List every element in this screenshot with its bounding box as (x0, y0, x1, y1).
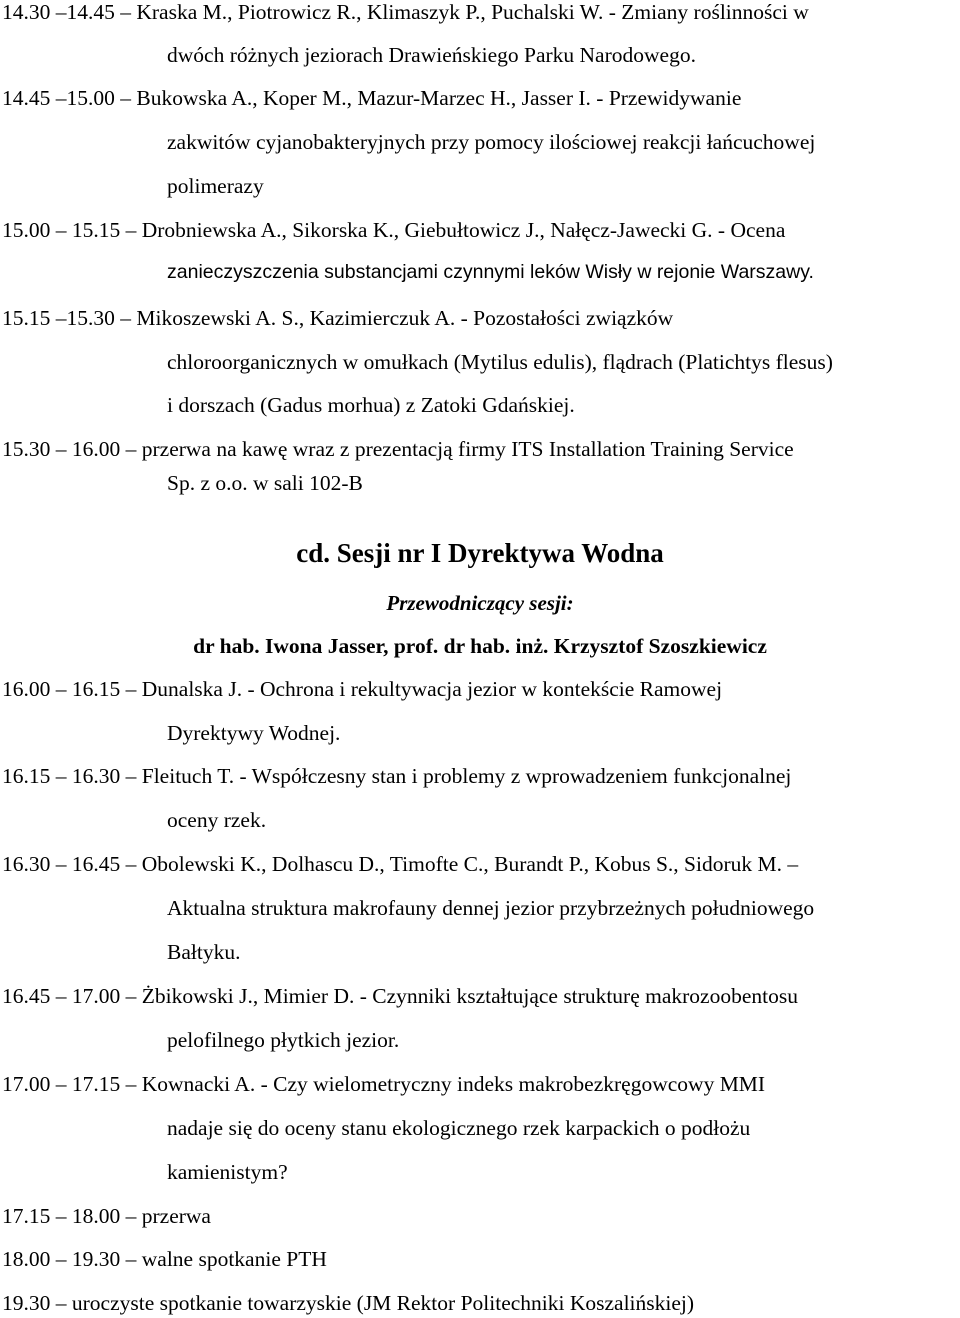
schedule-line: Dyrektywy Wodnej. (167, 721, 341, 745)
schedule-line: 18.00 – 19.30 – walne spotkanie PTH (2, 1247, 327, 1271)
session-chairs: dr hab. Iwona Jasser, prof. dr hab. inż. Krzysztof Szoszkiewicz (193, 634, 767, 658)
schedule-line: 15.00 – 15.15 – Drobniewska A., Sikorska K., Giebułtowicz J., Nałęcz-Jawecki G. - Ocena (2, 218, 786, 242)
schedule-line: 16.45 – 17.00 – Żbikowski J., Mimier D. - Czynniki kształtujące strukturę makrozoobentosu (2, 984, 798, 1008)
schedule-line: 16.00 – 16.15 – Dunalska J. - Ochrona i rekultywacja jezior w kontekście Ramowej (2, 677, 723, 701)
schedule-line: chloroorganicznych w omułkach (Mytilus edulis), flądrach (Platichtys flesus) (167, 350, 833, 374)
schedule-line: polimerazy (167, 174, 264, 198)
schedule-line: pelofilnego płytkich jezior. (167, 1028, 400, 1052)
schedule-line: 16.30 – 16.45 – Obolewski K., Dolhascu D., Timofte C., Burandt P., Kobus S., Sidoruk M. – (2, 852, 799, 876)
schedule-line: 15.30 – 16.00 – przerwa na kawę wraz z prezentacją firmy ITS Installation Training Service (2, 437, 794, 461)
schedule-line: zanieczyszczenia substancjami czynnymi leków Wisły w rejonie Warszawy. (167, 261, 814, 283)
schedule-line: 17.15 – 18.00 – przerwa (2, 1204, 211, 1228)
schedule-line: zakwitów cyjanobakteryjnych przy pomocy ilościowej reakcji łańcuchowej (167, 130, 816, 154)
schedule-line: 14.30 –14.45 – Kraska M., Piotrowicz R., Klimaszyk P., Puchalski W. - Zmiany roślinności w (2, 0, 809, 24)
schedule-line: Aktualna struktura makrofauny dennej jezior przybrzeżnych południowego (167, 896, 815, 920)
schedule-line: 19.30 – uroczyste spotkanie towarzyskie (JM Rektor Politechniki Koszalińskiej) (2, 1291, 695, 1315)
schedule-line: Bałtyku. (167, 940, 241, 964)
session-chair-heading: Przewodniczący sesji: (386, 591, 574, 615)
schedule-line: dwóch różnych jeziorach Drawieńskiego Parku Narodowego. (167, 43, 696, 67)
schedule-line: 15.15 –15.30 – Mikoszewski A. S., Kazimierczuk A. - Pozostałości związków (2, 306, 674, 330)
schedule-line: oceny rzek. (167, 808, 267, 832)
schedule-line: i dorszach (Gadus morhua) z Zatoki Gdańskiej. (167, 393, 575, 417)
schedule-line: Sp. z o.o. w sali 102-B (167, 471, 363, 495)
schedule-line: 16.15 – 16.30 – Fleituch T. - Współczesny stan i problemy z wprowadzeniem funkcjonalnej (2, 764, 792, 788)
schedule-line: nadaje się do oceny stanu ekologicznego rzek karpackich o podłożu (167, 1116, 751, 1140)
session-title: cd. Sesji nr I Dyrektywa Wodna (296, 538, 664, 568)
schedule-line: 17.00 – 17.15 – Kownacki A. - Czy wielometryczny indeks makrobezkręgowcowy MMI (2, 1072, 766, 1096)
schedule-line: kamienistym? (167, 1160, 288, 1184)
schedule-line: 14.45 –15.00 – Bukowska A., Koper M., Mazur-Marzec H., Jasser I. - Przewidywanie (2, 86, 742, 110)
